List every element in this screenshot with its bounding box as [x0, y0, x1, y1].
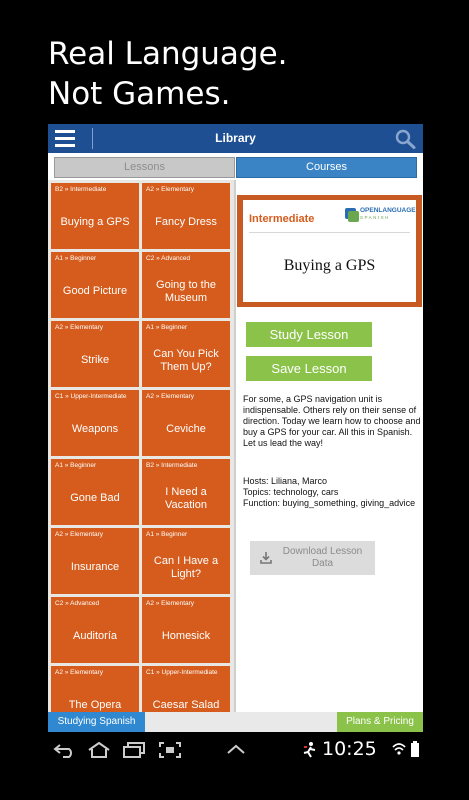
- lesson-tile[interactable]: [142, 666, 230, 712]
- lesson-tile-level: C2 » Advanced: [55, 600, 100, 607]
- lesson-tile[interactable]: [142, 459, 230, 525]
- lesson-tile-level: A1 » Beginner: [146, 324, 188, 331]
- lesson-tile[interactable]: [51, 528, 139, 594]
- save-lesson-button[interactable]: Save Lesson: [246, 356, 372, 381]
- lesson-tile[interactable]: [142, 597, 230, 663]
- activity-icon: [302, 741, 318, 759]
- tab-courses[interactable]: Courses: [236, 157, 417, 178]
- lesson-tile-title: Buying a GPS: [60, 216, 130, 228]
- studying-spanish-button[interactable]: Studying Spanish: [48, 712, 145, 732]
- lesson-tile-level: A2 » Elementary: [55, 669, 104, 676]
- lesson-tile-title: Going to the Museum: [156, 278, 216, 304]
- lesson-tile-level: A2 » Elementary: [55, 531, 104, 538]
- lesson-tile[interactable]: [51, 597, 139, 663]
- lesson-tile-level: A1 » Beginner: [146, 531, 188, 538]
- screenshot-icon[interactable]: [158, 741, 182, 759]
- lesson-tile-title: Caesar Salad: [152, 699, 220, 711]
- lesson-tile-level: A2 » Elementary: [55, 324, 104, 331]
- lesson-topics: Topics: technology, cars: [243, 487, 339, 497]
- back-icon[interactable]: [52, 741, 78, 759]
- lesson-tile-level: A2 » Elementary: [146, 600, 195, 607]
- page-title: Library: [215, 131, 256, 145]
- lesson-description: For some, a GPS navigation unit is indispensable. Others rely on their sense of direction. Today we learn how to choose and buy a GPS for your car. All this in Spanish. Let us lead the way!: [243, 394, 421, 448]
- lesson-tile-level: A2 » Elementary: [146, 186, 195, 193]
- openlanguage-logo: OPENLANGUAGE SPANISH: [345, 206, 415, 224]
- lesson-grid: [48, 180, 234, 712]
- lesson-tile-title: The Opera: [68, 699, 122, 711]
- lesson-tile[interactable]: [51, 252, 139, 318]
- lesson-tile-level: B2 » Intermediate: [146, 462, 198, 469]
- lesson-tile-title: Homesick: [161, 630, 211, 642]
- lesson-tile-title: Strike: [80, 354, 110, 366]
- home-icon[interactable]: [86, 741, 112, 759]
- wifi-icon: [392, 741, 406, 759]
- promo-line-1: Real Language.: [48, 36, 288, 72]
- promo-headline: [48, 34, 288, 114]
- lesson-tile[interactable]: [142, 390, 230, 456]
- lesson-level: Intermediate: [249, 213, 315, 225]
- lesson-tile-level: B2 » Intermediate: [55, 186, 107, 193]
- lesson-tile[interactable]: [142, 183, 230, 249]
- lesson-tile-level: C2 » Advanced: [146, 255, 191, 262]
- lesson-tile-title: I Need a Vacation: [165, 485, 207, 511]
- app-screen: [48, 124, 423, 732]
- lesson-tile-title: Good Picture: [62, 285, 128, 297]
- lesson-tile[interactable]: [51, 390, 139, 456]
- lesson-tile-level: A1 » Beginner: [55, 462, 97, 469]
- lesson-title: Buying a GPS: [283, 257, 376, 274]
- lesson-tile-title: Can You Pick Them Up?: [153, 347, 219, 373]
- library-tabs: [54, 157, 417, 178]
- lesson-tile[interactable]: [142, 528, 230, 594]
- lesson-tile-title: Weapons: [71, 423, 119, 435]
- lesson-tile[interactable]: [142, 321, 230, 387]
- download-icon: [259, 551, 273, 565]
- lesson-tile[interactable]: [51, 666, 139, 712]
- divider: [234, 180, 236, 712]
- lesson-tile-level: C1 » Upper-Intermediate: [146, 669, 218, 676]
- plans-pricing-button[interactable]: Plans & Pricing: [337, 712, 423, 732]
- study-lesson-button[interactable]: Study Lesson: [246, 322, 372, 347]
- lesson-tile-title: Fancy Dress: [155, 216, 217, 228]
- lesson-tile[interactable]: [51, 321, 139, 387]
- lesson-tile[interactable]: [51, 183, 139, 249]
- system-nav-bar: [48, 732, 423, 768]
- lesson-card: [237, 195, 422, 307]
- lesson-tile-level: A2 » Elementary: [146, 393, 195, 400]
- tab-lessons[interactable]: Lessons: [54, 157, 235, 178]
- chevron-up-icon[interactable]: [224, 741, 248, 759]
- top-bar: [48, 124, 423, 153]
- bottom-bar: [48, 712, 423, 732]
- divider: [249, 232, 410, 233]
- promo-line-2: Not Games.: [48, 76, 231, 112]
- lesson-tile-level: A1 » Beginner: [55, 255, 97, 262]
- lesson-card-body: [243, 200, 416, 302]
- lesson-tile-title: Auditoría: [72, 630, 118, 642]
- recent-apps-icon[interactable]: [122, 741, 148, 759]
- lesson-function: Function: buying_something, giving_advice: [243, 498, 416, 508]
- download-lesson-button[interactable]: [250, 541, 375, 575]
- lesson-tile-title: Insurance: [70, 561, 120, 573]
- lesson-tile[interactable]: [51, 459, 139, 525]
- battery-icon: [410, 741, 420, 759]
- download-label: Download Lesson Data: [282, 546, 363, 569]
- lesson-tile[interactable]: [142, 252, 230, 318]
- clock: 10:25: [322, 738, 377, 760]
- search-icon[interactable]: [394, 128, 418, 150]
- lesson-meta: [243, 476, 421, 509]
- lesson-tile-title: Ceviche: [166, 423, 206, 435]
- lesson-tile-level: C1 » Upper-Intermediate: [55, 393, 127, 400]
- lesson-tile-title: Can I Have a Light?: [153, 554, 219, 580]
- lesson-hosts: Hosts: Liliana, Marco: [243, 476, 328, 486]
- lesson-tile-title: Gone Bad: [70, 492, 120, 504]
